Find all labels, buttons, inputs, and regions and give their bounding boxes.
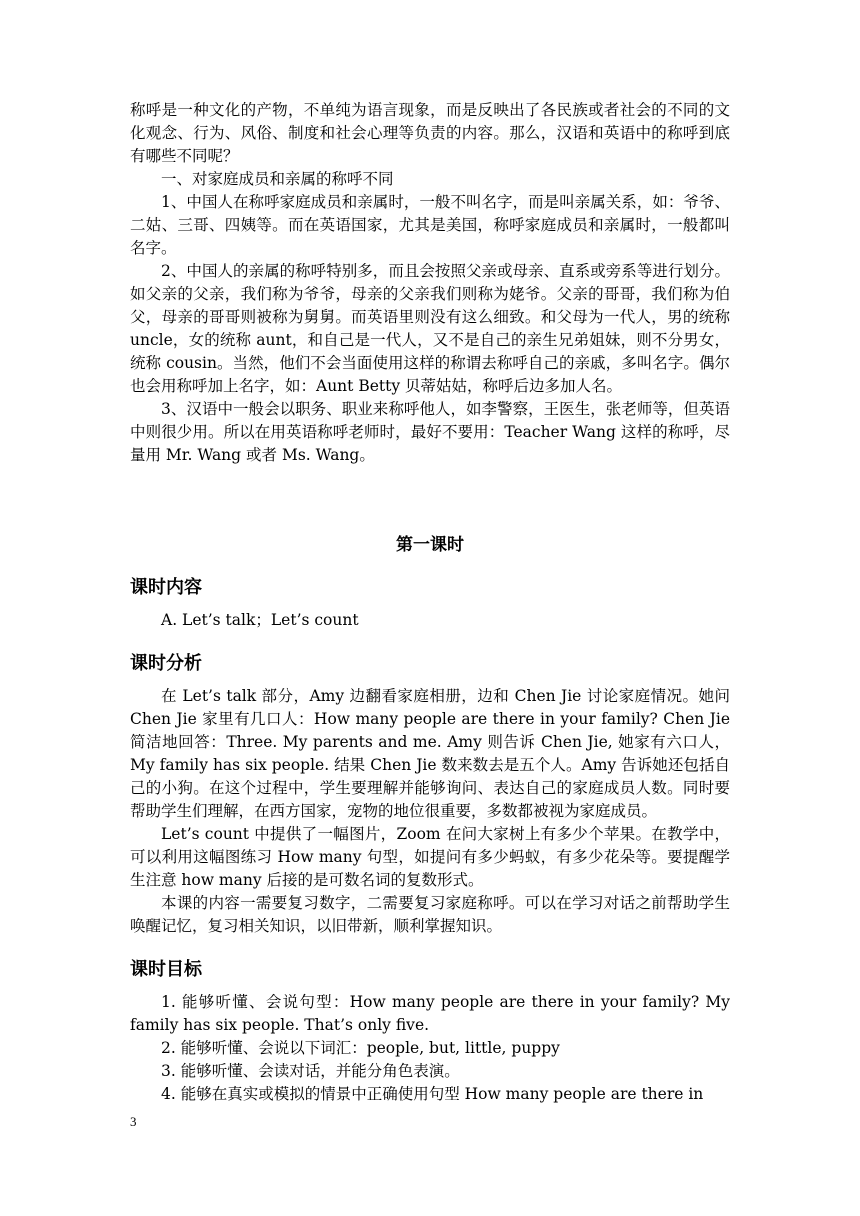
goal-item: 3. 能够听懂、会读对话，并能分角色表演。 xyxy=(161,1062,460,1080)
lesson-title: 第一课时 xyxy=(396,535,464,555)
content-text: A. Let’s talk；Let’s count xyxy=(161,611,359,629)
content-heading: 课时内容 xyxy=(130,577,202,598)
goal-item: 4. 能够在真实或模拟的情景中正确使用句型 How many people are there in xyxy=(161,1085,704,1103)
goal-item: 2. 能够听懂、会说以下词汇：people, but, little, puppy xyxy=(161,1039,560,1057)
goal-item: 1. 能够听懂、会说句型：How many people are there in your family? My family has six people. That’s only five. xyxy=(130,993,730,1034)
analysis-paragraph: Let’s count 中提供了一幅图片，Zoom 在问大家树上有多少个苹果。在教学中，可以利用这幅图练习 How many 句型，如提问有多少蚂蚁，有多少花朵等。要提醒学生注意 how many 后接的是可数名词的复数形式。 xyxy=(130,825,730,889)
document-page xyxy=(130,99,730,1106)
section-heading-family-terms: 一、对家庭成员和亲属的称呼不同 xyxy=(161,170,394,188)
intro-paragraph: 3、汉语中一般会以职务、职业来称呼他人，如李警察，王医生，张老师等，但英语中则很少用。所以在用英语称呼老师时，最好不要用：Teacher Wang 这样的称呼，尽量用 Mr. Wang 或者 Ms. Wang。 xyxy=(130,400,730,464)
analysis-paragraph: 本课的内容一需要复习数字，二需要复习家庭称呼。可以在学习对话之前帮助学生唤醒记忆，复习相关知识，以旧带新，顺利掌握知识。 xyxy=(130,894,730,935)
intro-paragraph: 称呼是一种文化的产物，不单纯为语言现象，而是反映出了各民族或者社会的不同的文化观念、行为、风俗、制度和社会心理等负责的内容。那么，汉语和英语中的称呼到底有哪些不同呢？ xyxy=(130,101,730,165)
goals-heading: 课时目标 xyxy=(130,959,202,980)
page-number: 3 xyxy=(130,1114,137,1129)
intro-paragraph: 2、中国人的亲属的称呼特别多，而且会按照父亲或母亲、直系或旁系等进行划分。如父亲的父亲，我们称为爷爷，母亲的父亲我们则称为姥爷。父亲的哥哥，我们称为伯父，母亲的哥哥则被称为舅舅。而英语里则没有这么细致。和父母为一代人，男的统称 uncle，女的统称 aunt，和自己是一代人，又不是自己的亲生兄弟姐妹，则不分男女，统称 cousin。当然，他们不会当面使用这样的称谓去称呼自己的亲戚，多叫名字。偶尔也会用称呼加上名字，如：Aunt Betty 贝蒂姑姑，称呼后边多加人名。 xyxy=(130,262,730,395)
intro-paragraph: 1、中国人在称呼家庭成员和亲属时，一般不叫名字，而是叫亲属关系，如：爷爷、二姑、三哥、四姨等。而在英语国家，尤其是美国，称呼家庭成员和亲属时，一般都叫名字。 xyxy=(130,193,730,257)
analysis-paragraph: 在 Let’s talk 部分，Amy 边翻看家庭相册，边和 Chen Jie 讨论家庭情况。她问 Chen Jie 家里有几口人：How many people are there in your family? Chen Jie 简洁地回答：Three. My parents and me. Amy 则告诉 Chen Jie, 她家有六口人，My family has six people. 结果 Chen Jie 数来数去是五个人。Amy 告诉她还包括自己的小狗。在这个过程中，学生要理解并能够询问、表达自己的家庭成员人数。同时要帮助学生们理解，在西方国家，宠物的地位很重要，多数都被视为家庭成员。 xyxy=(130,687,730,820)
analysis-heading: 课时分析 xyxy=(130,653,202,674)
